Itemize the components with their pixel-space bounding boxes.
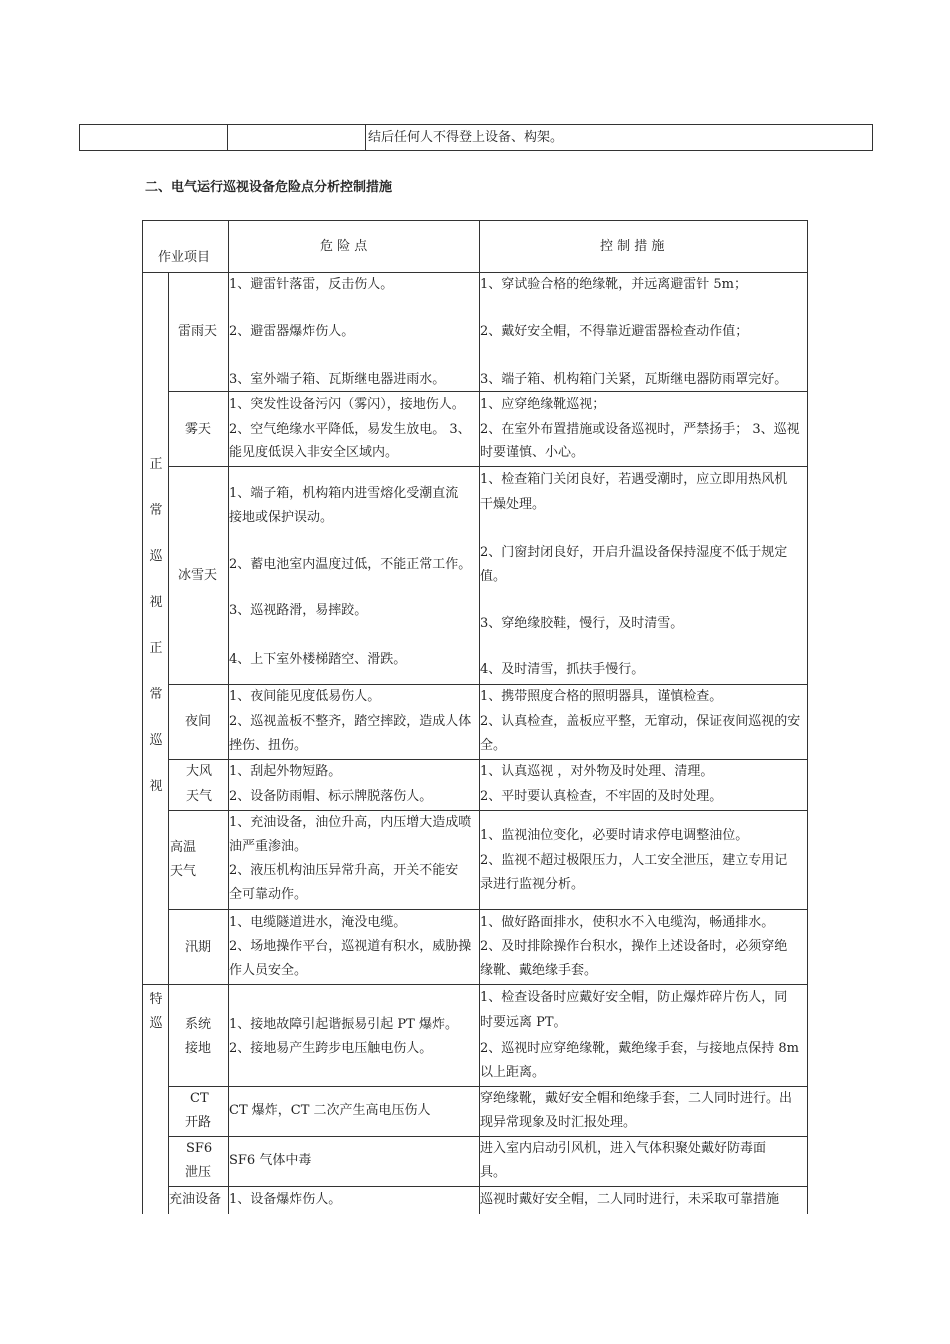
row-line — [168, 759, 808, 760]
control-text: 时要谨慎、小心。 — [480, 445, 585, 460]
danger-text: 2、巡视盖板不整齐，踏空摔跤，造成人体 — [229, 714, 472, 729]
danger-text: 挫伤、扭伤。 — [229, 738, 308, 753]
header-danger: 危 险 点 — [320, 239, 368, 254]
control-text: 干燥处理。 — [480, 497, 546, 512]
control-text: 2、监视不超过极限压力，人工安全泄压，建立专用记 — [480, 853, 788, 868]
top-table-text: 结后任何人不得登上设备、构架。 — [368, 130, 564, 145]
danger-text: 1、设备爆炸伤人。 — [229, 1192, 342, 1207]
row-label-wind: 大风 — [186, 764, 213, 779]
header-item: 作业项目 — [158, 250, 211, 265]
control-text: 1、携带照度合格的照明器具，谨慎检查。 — [480, 689, 723, 704]
row-line — [168, 391, 808, 392]
control-text: 进入室内启动引风机，进入气体积聚处戴好防毒面 — [480, 1141, 767, 1156]
row-line — [168, 1086, 808, 1087]
row-label-snow: 冰雪天 — [178, 568, 218, 583]
danger-text: 3、室外端子箱、瓦斯继电器进雨水。 — [229, 372, 446, 387]
section-title: 二、电气运行巡视设备危险点分析控制措施 — [145, 180, 393, 195]
danger-text: 1、夜间能见度低易伤人。 — [229, 689, 381, 704]
control-text: 2、巡视时应穿绝缘靴，戴绝缘手套，与接地点保持 8m — [480, 1041, 800, 1056]
row-line-header — [142, 272, 808, 273]
row-line-group — [142, 984, 808, 985]
control-text: 缘靴、戴绝缘手套。 — [480, 963, 598, 978]
row-line — [168, 1136, 808, 1137]
row-label-thunder: 雷雨天 — [178, 324, 218, 339]
control-text: 2、在室外布置措施或设备巡视时，严禁扬手； 3、巡视 — [480, 422, 800, 437]
row-label-ground: 接地 — [185, 1041, 212, 1056]
danger-text: SF6 气体中毒 — [229, 1153, 312, 1168]
row-label-ground: 系统 — [185, 1017, 212, 1032]
col-line-group — [168, 272, 169, 1214]
danger-text: 油严重渗油。 — [229, 839, 308, 854]
row-label-sf6: SF6 — [186, 1141, 213, 1156]
danger-text: 1、接地故障引起谐振易引起 PT 爆炸。 — [229, 1017, 458, 1032]
control-text: 1、做好路面排水，使积水不入电缆沟，畅通排水。 — [480, 915, 775, 930]
row-line — [168, 909, 808, 910]
control-text: 1、监视油位变化，必要时请求停电调整油位。 — [480, 828, 749, 843]
top-table-divider-2 — [365, 124, 366, 151]
control-text: 具。 — [480, 1165, 507, 1180]
danger-text: 1、电缆隧道进水，淹没电缆。 — [229, 915, 407, 930]
control-text: 3、穿绝缘胶鞋，慢行，及时清雪。 — [480, 616, 684, 631]
row-label-night: 夜间 — [185, 714, 212, 729]
control-text: 以上距离。 — [480, 1065, 546, 1080]
control-text: 穿绝缘靴，戴好安全帽和绝缘手套，二人同时进行。出 — [480, 1091, 793, 1106]
control-text: 全。 — [480, 738, 507, 753]
control-text: 值。 — [480, 569, 507, 584]
danger-text: 接地或保护误动。 — [229, 510, 334, 525]
row-label-oil: 充油设备 — [169, 1192, 222, 1207]
control-text: 2、门窗封闭良好，开启升温设备保持湿度不低于规定 — [480, 545, 788, 560]
control-text: 1、认真巡视 ，对外物及时处理、清理。 — [480, 764, 714, 779]
control-text: 4、及时清雪，抓扶手慢行。 — [480, 662, 645, 677]
danger-text: 能见度低误入非安全区域内。 — [229, 445, 399, 460]
control-text: 巡视时戴好安全帽，二人同时进行，未采取可靠措施 — [480, 1192, 780, 1207]
danger-text: 2、液压机构油压异常升高，开关不能安 — [229, 863, 459, 878]
danger-text: CT 爆炸，CT 二次产生高电压伤人 — [229, 1103, 431, 1118]
row-label-wind: 天气 — [186, 789, 213, 804]
danger-text: 4、上下室外楼梯踏空、滑跌。 — [229, 652, 407, 667]
control-text: 2、戴好安全帽，不得靠近避雷器检查动作值； — [480, 324, 749, 339]
danger-text: 2、设备防雨帽、标示牌脱落伤人。 — [229, 789, 433, 804]
danger-text: 1、充油设备，油位升高，内压增大造成喷 — [229, 815, 472, 830]
danger-text: 1、突发性设备污闪（雾闪），接地伤人。 — [229, 397, 465, 412]
row-label-ct: 开路 — [185, 1115, 212, 1130]
control-text: 1、检查箱门关闭良好，若遇受潮时，应立即用热风机 — [480, 472, 788, 487]
control-text: 2、平时要认真检查，不牢固的及时处理。 — [480, 789, 723, 804]
danger-text: 全可靠动作。 — [229, 887, 308, 902]
danger-text: 1、避雷针落雷，反击伤人。 — [229, 277, 394, 292]
danger-text: 2、空气绝缘水平降低，易发生放电。 3、 — [229, 422, 471, 437]
control-text: 1、应穿绝缘靴巡视； — [480, 397, 606, 412]
danger-text: 3、巡视路滑，易摔跤。 — [229, 603, 368, 618]
danger-text: 2、避雷器爆炸伤人。 — [229, 324, 355, 339]
control-text: 3、端子箱、机构箱门关紧，瓦斯继电器防雨罩完好。 — [480, 372, 788, 387]
danger-text: 2、场地操作平台，巡视道有积水，威胁操 — [229, 939, 472, 954]
danger-text: 1、刮起外物短路。 — [229, 764, 342, 779]
row-label-heat: 天气 — [170, 864, 197, 879]
danger-text: 2、接地易产生跨步电压触电伤人。 — [229, 1041, 433, 1056]
control-text: 2、及时排除操作台积水，操作上述设备时，必须穿绝 — [480, 939, 788, 954]
control-text: 2、认真检查，盖板应平整，无窜动，保证夜间巡视的安 — [480, 714, 801, 729]
control-text: 时要远离 PT。 — [480, 1015, 567, 1030]
row-label-flood: 汛期 — [185, 940, 212, 955]
row-line — [168, 684, 808, 685]
row-label-ct: CT — [190, 1091, 209, 1106]
row-line — [168, 810, 808, 811]
group-label-special: 特 巡 — [149, 992, 163, 1031]
control-text: 1、穿试验合格的绝缘靴，并远离避雷针 5m； — [480, 277, 748, 292]
row-label-fog: 雾天 — [185, 422, 212, 437]
row-line — [168, 466, 808, 467]
header-control: 控 制 措 施 — [600, 239, 665, 254]
row-line — [168, 1186, 808, 1187]
danger-text: 作人员安全。 — [229, 963, 308, 978]
control-text: 录进行监视分析。 — [480, 877, 585, 892]
top-table-divider-1 — [227, 124, 228, 151]
row-label-heat: 高温 — [170, 840, 197, 855]
row-label-sf6: 泄压 — [185, 1165, 212, 1180]
danger-text: 2、蓄电池室内温度过低，不能正常工作。 — [229, 557, 472, 572]
control-text: 1、检查设备时应戴好安全帽，防止爆炸碎片伤人，同 — [480, 990, 788, 1005]
group-label-normal: 正 常 巡 视 正 常 巡 视 — [149, 457, 163, 794]
danger-text: 1、端子箱，机构箱内进雪熔化受潮直流 — [229, 486, 459, 501]
control-text: 现异常现象及时汇报处理。 — [480, 1115, 637, 1130]
